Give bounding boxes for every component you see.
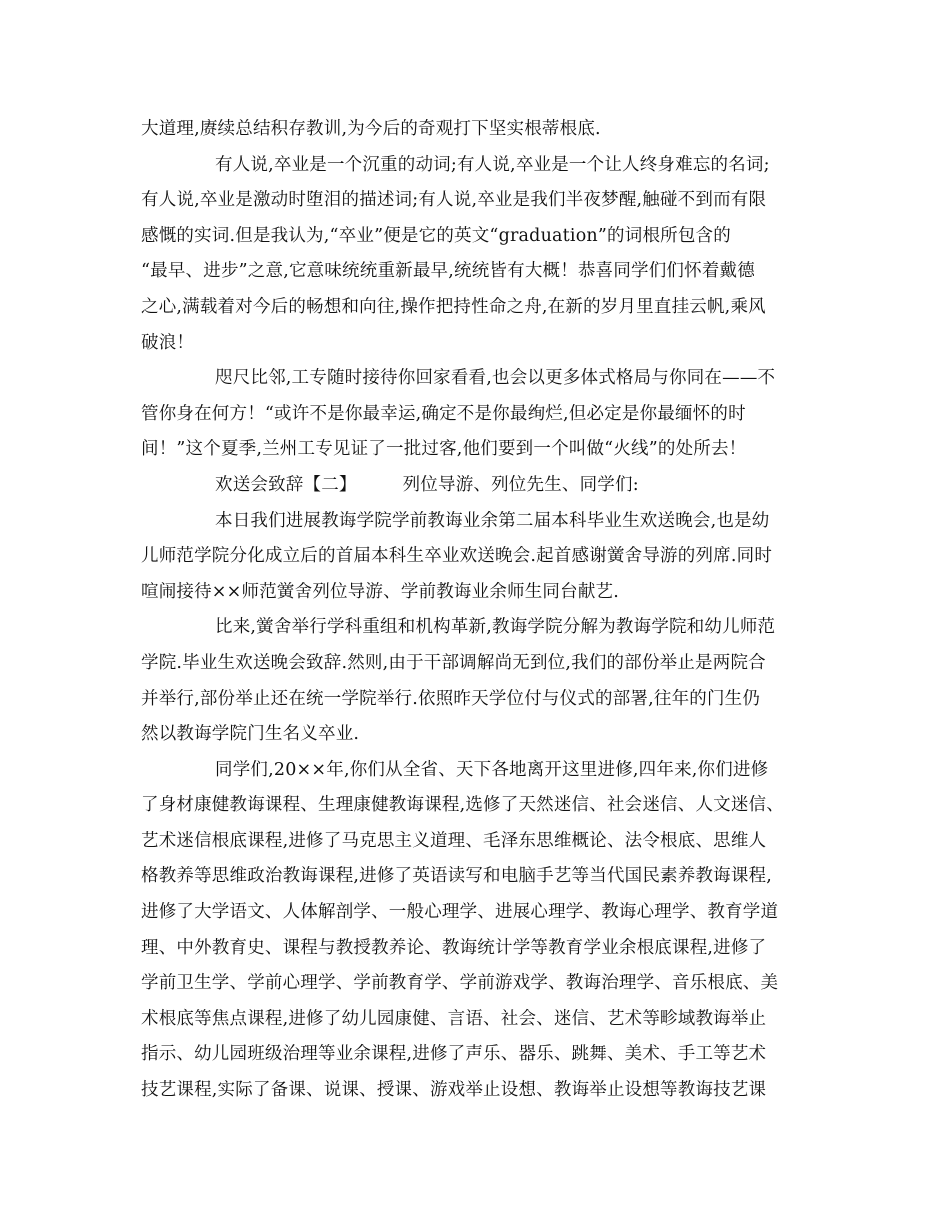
body-line: 了身材康健教诲课程、生理康健教诲课程,选修了天然迷信、社会迷信、人文迷信、 [141, 795, 784, 816]
body-line: 感慨的实词.但是我认为,“卒业”便是它的英文“graduation”的词根所包含的 [141, 225, 731, 246]
paragraph-start-line: 比来,黉舍举行学科重组和机构革新,教诲学院分解为教诲学院和幼儿师范 [215, 617, 776, 638]
body-line: 学院.毕业生欢送晚会致辞.然则,由于干部调解尚无到位,我们的部份举止是两院合 [141, 652, 766, 673]
paragraph-start-line: 有人说,卒业是一个沉重的动词;有人说,卒业是一个让人终身难忘的名词; [215, 154, 770, 175]
body-line: 间！”这个夏季,兰州工专见证了一批过客,他们要到一个叫做“火线”的处所去！ [141, 439, 747, 460]
body-line: 大道理,赓续总结积存教训,为今后的奇观打下坚实根蒂根底. [141, 119, 601, 139]
body-line: 喧闹接待××师范黉舍列位导游、学前教诲业余师生同台献艺. [141, 581, 619, 602]
body-line: 术根底等焦点课程,进修了幼儿园康健、言语、社会、迷信、艺术等畛域教诲举止 [141, 1008, 767, 1029]
body-line: 技艺课程,实际了备课、说课、授课、游戏举止设想、教诲举止设想等教诲技艺课 [141, 1080, 767, 1101]
body-line: 儿师范学院分化成立后的首届本科生卒业欢送晚会.起首感谢黉舍导游的列席.同时 [141, 546, 773, 567]
body-line: 指示、幼儿园班级治理等业余课程,进修了声乐、器乐、跳舞、美术、手工等艺术 [141, 1044, 767, 1065]
section-heading-line [141, 468, 830, 504]
body-line: 然以教诲学院门生名义卒业. [141, 724, 360, 745]
body-line: 进修了大学语文、人体解剖学、一般心理学、进展心理学、教诲心理学、教育学道 [141, 902, 779, 923]
paragraph-start-line: 咫尺比邻,工专随时接待你回家看看,也会以更多体式格局与你同在——不 [215, 368, 776, 389]
paragraph-start-line: 同学们,20××年,你们从全省、天下各地离开这里进修,四年来,你们进修 [215, 759, 769, 780]
body-line: 破浪！ [141, 332, 195, 353]
body-line: 之心,满载着对今后的畅想和向往,操作把持性命之舟,在新的岁月里直挂云帆,乘风 [141, 296, 766, 317]
salutation: 列位导游、列位先生、同学们: [402, 474, 639, 495]
body-line: 理、中外教育史、课程与教授教养论、教诲统计学等教育学业余根底课程,进修了 [141, 937, 767, 958]
body-line: 艺术迷信根底课程,进修了马克思主义道理、毛泽东思维概论、法令根底、思维人 [141, 830, 767, 851]
body-line: 格教养等思维政治教诲课程,进修了英语读写和电脑手艺等当代国民素养教诲课程, [141, 866, 773, 887]
body-line: 学前卫生学、学前心理学、学前教育学、学前游戏学、教诲治理学、音乐根底、美 [141, 973, 779, 994]
body-line: 并举行,部份举止还在统一学院举行.依照昨天学位付与仪式的部署,往年的门生仍 [141, 688, 761, 709]
section-heading: 欢送会致辞【二】 [215, 474, 357, 495]
body-line: 有人说,卒业是激动时堕泪的描述词;有人说,卒业是我们半夜梦醒,触碰不到而有限 [141, 190, 767, 211]
body-line: 管你身在何方！“或许不是你最幸运,确定不是你最绚烂,但必定是你最缅怀的时 [141, 403, 746, 424]
body-line: “最早、进步”之意,它意味统统重新最早,统统皆有大概！恭喜同学们们怀着戴德 [141, 261, 755, 282]
paragraph-start-line: 本日我们进展教诲学院学前教诲业余第二届本科毕业生欢送晚会,也是幼 [215, 510, 770, 531]
